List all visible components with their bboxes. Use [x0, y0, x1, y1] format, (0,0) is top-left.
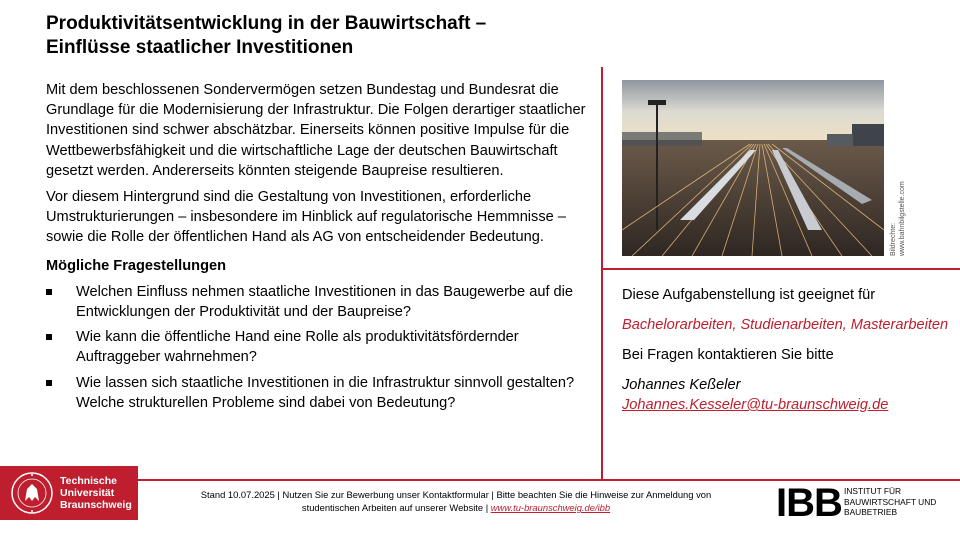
ibb-mark: IBB	[776, 481, 842, 525]
list-item	[46, 373, 598, 413]
questions-list	[46, 282, 598, 413]
railway-photo	[622, 80, 884, 256]
questions-heading: Mögliche Fragestellungen	[46, 257, 227, 274]
question-text: Wie lassen sich staatliche Investitionen in die Infrastruktur sinnvoll gestalten? Welche strukturellen Probleme sind dabei von Bedeutung?	[76, 374, 575, 411]
footer-line-2: studentischen Arbeiten auf unserer Website | www.tu-braunschweig.de/ibb	[301, 502, 611, 513]
footer-text	[146, 488, 766, 514]
page-title	[46, 12, 606, 60]
context-paragraph: Vor diesem Hintergrund sind die Gestaltung von Investitionen, erforderliche Umstrukturierungen – insbesondere im Hinblick auf regulatorische Hemmnisse – sowie die Rolle der öffentlichen Hand als AG von entscheidender Bedeutung.	[46, 189, 566, 246]
ibb-institute-name: INSTITUT FÜR BAUWIRTSCHAFT UND BAUBETRIEB	[844, 486, 937, 517]
contact-name: Johannes Keßeler	[622, 377, 741, 393]
suitability-label: Diese Aufgabenstellung ist geeignet für	[622, 287, 876, 303]
image-credit: Bildrechte: www.bahnbilgstelle.com	[890, 181, 906, 256]
question-text: Wie kann die öffentliche Hand eine Rolle als produktivitätsfördernder Auftraggeber wahrnehmen?	[76, 329, 519, 366]
vertical-divider	[601, 67, 603, 479]
bullet-icon	[46, 334, 52, 340]
question-text: Welchen Einfluss nehmen staatliche Investitionen in das Baugewerbe auf die Entwicklungen der Produktivität und der Baupreise?	[76, 283, 574, 321]
university-seal-icon	[10, 471, 54, 515]
railway-yard-image	[622, 80, 884, 256]
website-link[interactable]: www.tu-braunschweig.de/ibb	[490, 502, 611, 513]
list-item	[46, 327, 598, 367]
thesis-types: Bachelorarbeiten, Studienarbeiten, Masterarbeiten	[622, 317, 949, 333]
list-item	[46, 282, 598, 322]
title-line-1: Produktivitätsentwicklung in der Bauwirtschaft –	[46, 13, 487, 34]
bullet-icon	[46, 289, 52, 295]
bullet-icon	[46, 380, 52, 386]
main-content	[46, 80, 598, 418]
tu-name: Technische Universität Braunschweig	[60, 475, 132, 511]
footer-line-1: Stand 10.07.2025 | Nutzen Sie zur Bewerbung unser Kontaktformular | Bitte beachten Sie die Hinweise zur Anmeldung von	[200, 489, 712, 500]
tu-braunschweig-logo[interactable]	[0, 466, 138, 520]
sidebar-info	[622, 285, 952, 415]
title-line-2: Einflüsse staatlicher Investitionen	[46, 37, 354, 58]
intro-paragraph: Mit dem beschlossenen Sondervermögen setzen Bundestag und Bundesrat die Grundlage für die Modernisierung der Infrastruktur. Die Folgen derartiger staatlicher Investitionen sind schwer abschätzbar. Einerseits können positive Impulse für die Wettbewerbsfähigkeit und die wirtschaftliche Lage der deutschen Bauwirtschaft gesetzt werden. Andererseits könnten steigende Baupreise resultieren.	[46, 82, 586, 179]
sidebar-divider	[601, 268, 960, 270]
contact-label: Bei Fragen kontaktieren Sie bitte	[622, 347, 834, 363]
contact-email-link[interactable]: Johannes.Kesseler@tu-braunschweig.de	[622, 397, 889, 413]
